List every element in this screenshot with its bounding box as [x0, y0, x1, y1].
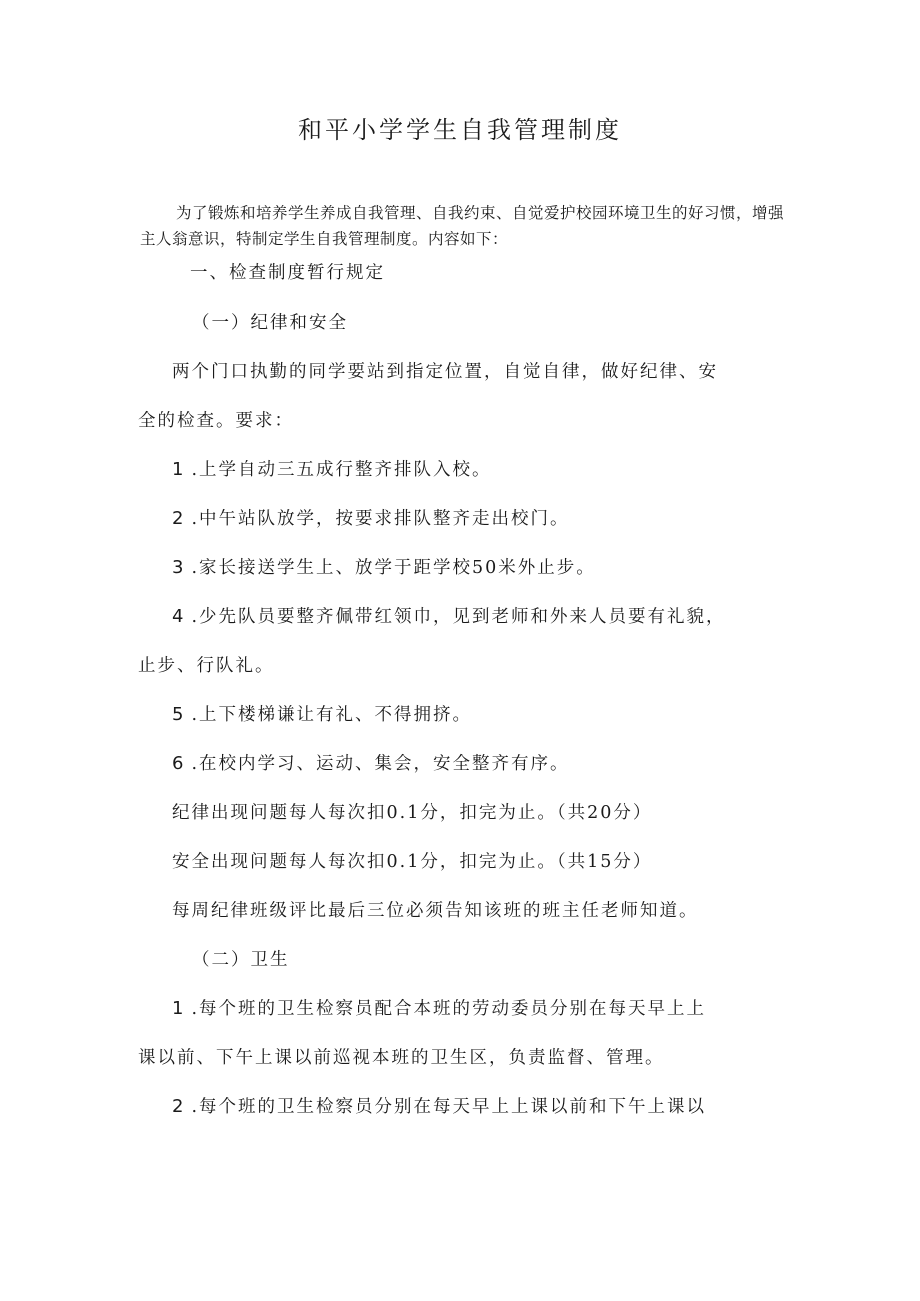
subsection-heading-hygiene: （二）卫生 [192, 950, 290, 970]
list-text: .每个班的卫生检察员配合本班的劳动委员分别在每天早上上 [191, 999, 707, 1019]
discipline-score-rule: 纪律出现问题每人每次扣0.1分，扣完为止。（共20分） [172, 803, 653, 823]
list-number: 6 [172, 753, 186, 774]
paragraph-line: 全的检查。要求： [138, 411, 294, 431]
list-number: 4 [172, 606, 186, 627]
list-item [172, 505, 570, 530]
list-number: 5 [172, 704, 186, 725]
list-text: .中午站队放学，按要求排队整齐走出校门。 [191, 509, 570, 529]
list-text: .上下楼梯谦让有礼、不得拥挤。 [191, 705, 473, 725]
list-number: 1 [172, 998, 186, 1019]
intro-paragraph: 为了锻炼和培养学生养成自我管理、自我约束、自觉爱护校园环境卫生的好习惯，增强主人翁意识，特制定学生自我管理制度。内容如下： [140, 204, 785, 248]
list-item [172, 456, 492, 481]
list-text: .上学自动三五成行整齐排队入校。 [191, 460, 492, 480]
subsection-heading-discipline: （一）纪律和安全 [192, 313, 348, 333]
section-heading: 一、检查制度暂行规定 [190, 263, 385, 283]
list-text: .家长接送学生上、放学于距学校50米外止步。 [191, 558, 596, 578]
list-item [172, 603, 726, 628]
document-title: 和平小学学生自我管理制度 [298, 116, 622, 144]
list-item [172, 554, 596, 579]
list-number: 3 [172, 557, 186, 578]
paragraph-line: 两个门口执勤的同学要站到指定位置，自觉自律，做好纪律、安 [172, 362, 718, 382]
list-item [172, 995, 706, 1020]
list-text: .在校内学习、运动、集会，安全整齐有序。 [191, 754, 570, 774]
list-item [172, 1093, 706, 1118]
list-item-continuation: 课以前、下午上课以前巡视本班的卫生区，负责监督、管理。 [138, 1048, 665, 1068]
list-number: 2 [172, 1096, 186, 1117]
list-number: 2 [172, 508, 186, 529]
list-item [172, 750, 570, 775]
safety-score-rule: 安全出现问题每人每次扣0.1分，扣完为止。（共15分） [172, 852, 653, 872]
weekly-note: 每周纪律班级评比最后三位必须告知该班的班主任老师知道。 [172, 901, 699, 921]
list-item [172, 701, 472, 726]
list-item-continuation: 止步、行队礼。 [138, 656, 275, 676]
list-text: .每个班的卫生检察员分别在每天早上上课以前和下午上课以 [191, 1097, 707, 1117]
list-number: 1 [172, 459, 186, 480]
list-text: .少先队员要整齐佩带红领巾，见到老师和外来人员要有礼貌， [191, 607, 726, 627]
